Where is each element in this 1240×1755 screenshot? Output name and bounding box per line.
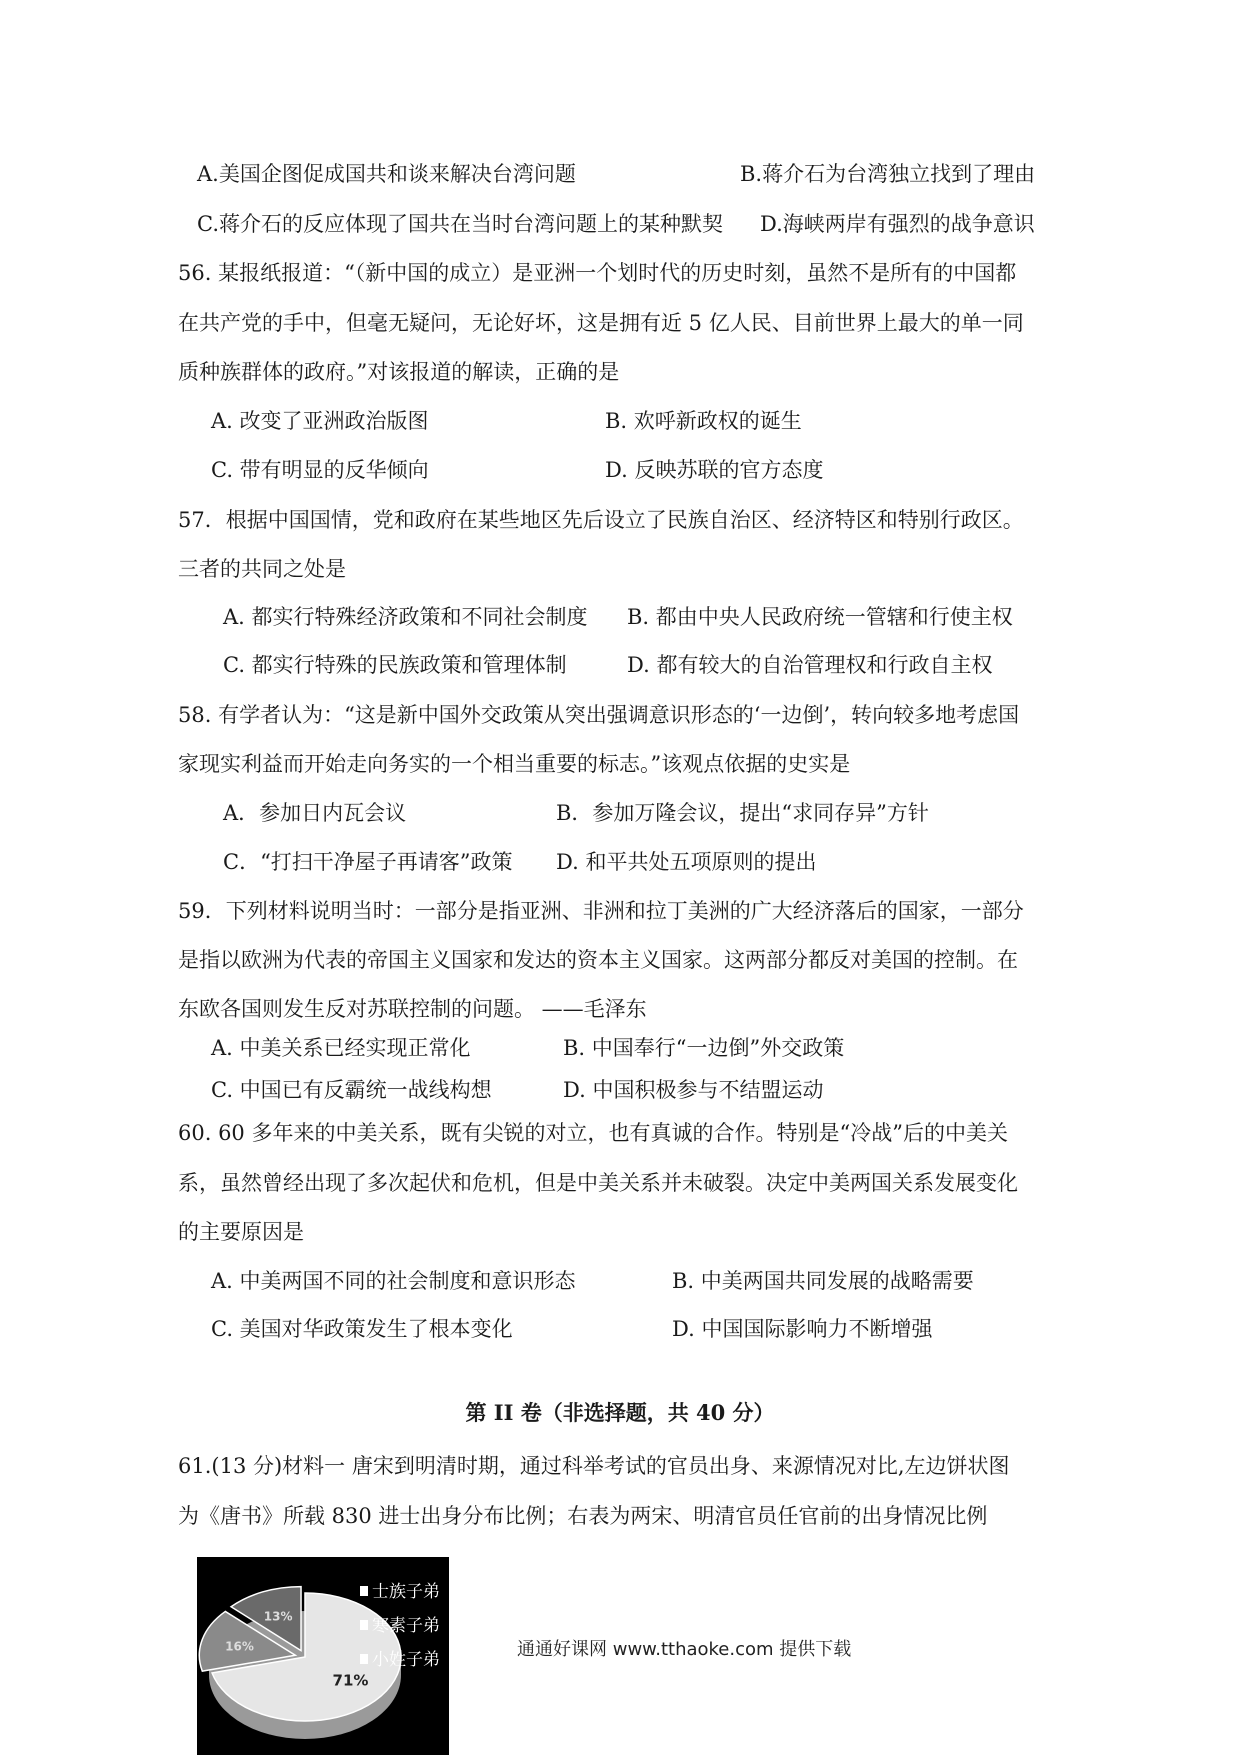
section-title: 第 II 卷（非选择题，共 40 分） — [465, 1400, 775, 1425]
pie-slice-label-1: 71% — [332, 1671, 369, 1690]
q56-option-c: C. 带有明显的反华倾向 — [211, 458, 429, 482]
legend-swatch-3 — [360, 1654, 368, 1664]
q57-stem-line-1: 57．根据中国国情，党和政府在某些地区先后设立了民族自治区、经济特区和特别行政区。 — [178, 508, 1024, 532]
q58-option-d: D. 和平共处五项原则的提出 — [556, 850, 817, 874]
q57-option-a: A. 都实行特殊经济政策和不同社会制度 — [223, 605, 588, 629]
legend-swatch-2 — [360, 1620, 368, 1630]
q58-option-b: B．参加万隆会议，提出“求同存异”方针 — [556, 801, 929, 825]
q59-stem-line-1: 59．下列材料说明当时：一部分是指亚洲、非洲和拉丁美洲的广大经济落后的国家，一部分 — [178, 899, 1024, 923]
q58-stem-line-1: 58. 有学者认为：“这是新中国外交政策从突出强调意识形态的‘一边倒’，转向较多地考虑国 — [178, 703, 1020, 727]
q59-option-d: D. 中国积极参与不结盟运动 — [563, 1078, 824, 1102]
q55-option-b: B.蒋介石为台湾独立找到了理由 — [740, 162, 1036, 186]
q58-option-a: A．参加日内瓦会议 — [223, 801, 407, 825]
q59-option-b: B. 中国奉行“一边倒”外交政策 — [563, 1036, 845, 1060]
legend-label-3: 小姓子弟 — [372, 1650, 440, 1670]
pie-slice-label-3: 13% — [263, 1609, 293, 1624]
q60-stem-line-2: 系，虽然曾经出现了多次起伏和危机，但是中美关系并未破裂。决定中美两国关系发展变化 — [178, 1171, 1018, 1195]
q58-stem-line-2: 家现实利益而开始走向务实的一个相当重要的标志。”该观点依据的史实是 — [178, 752, 851, 776]
q60-stem-line-3: 的主要原因是 — [178, 1220, 304, 1244]
q60-option-b: B. 中美两国共同发展的战略需要 — [672, 1269, 974, 1293]
q57-option-c: C. 都实行特殊的民族政策和管理体制 — [223, 653, 567, 677]
legend-label-1: 士族子弟 — [372, 1582, 440, 1602]
q58-option-c: C．“打扫干净屋子再请客”政策 — [223, 850, 513, 874]
legend-swatch-1 — [360, 1586, 368, 1596]
q56-option-b: B. 欢呼新政权的诞生 — [605, 409, 802, 433]
pie-chart-svg — [197, 1557, 449, 1755]
q55-option-d: D.海峡两岸有强烈的战争意识 — [760, 212, 1035, 236]
pie-slice-label-2: 16% — [225, 1639, 254, 1654]
q57-option-b: B. 都由中央人民政府统一管辖和行使主权 — [627, 605, 1013, 629]
q60-option-d: D. 中国国际影响力不断增强 — [672, 1317, 933, 1341]
pie-chart — [197, 1557, 449, 1755]
q60-option-c: C. 美国对华政策发生了根本变化 — [211, 1317, 513, 1341]
q56-stem-line-1: 56. 某报纸报道：“（新中国的成立）是亚洲一个划时代的历史时刻，虽然不是所有的中国都 — [178, 261, 1017, 285]
legend-label-2: 寒素子弟 — [372, 1616, 440, 1636]
q55-option-a: A.美国企图促成国共和谈来解决台湾问题 — [197, 162, 576, 186]
q55-option-c: C.蒋介石的反应体现了国共在当时台湾问题上的某种默契 — [197, 212, 723, 236]
q56-stem-line-3: 质种族群体的政府。”对该报道的解读，正确的是 — [178, 360, 620, 384]
q56-option-a: A. 改变了亚洲政治版图 — [211, 409, 429, 433]
q60-option-a: A. 中美两国不同的社会制度和意识形态 — [211, 1269, 576, 1293]
q59-stem-line-2: 是指以欧洲为代表的帝国主义国家和发达的资本主义国家。这两部分都反对美国的控制。在 — [178, 948, 1018, 972]
q61-stem-line-1: 61.(13 分)材料一 唐宋到明清时期，通过科举考试的官员出身、来源情况对比,左边饼状图 — [178, 1454, 1010, 1478]
q59-option-c: C. 中国已有反霸统一战线构想 — [211, 1078, 492, 1102]
q59-option-a: A. 中美关系已经实现正常化 — [211, 1036, 471, 1060]
watermark-text: 通通好课网 www.tthaoke.com 提供下载 — [517, 1639, 852, 1660]
q59-stem-line-3: 东欧各国则发生反对苏联控制的问题。 ——毛泽东 — [178, 997, 647, 1021]
q56-option-d: D. 反映苏联的官方态度 — [605, 458, 824, 482]
q57-option-d: D. 都有较大的自治管理权和行政自主权 — [627, 653, 993, 677]
q56-stem-line-2: 在共产党的手中，但毫无疑问，无论好坏，这是拥有近 5 亿人民、目前世界上最大的单一同 — [178, 311, 1024, 335]
q60-stem-line-1: 60. 60 多年来的中美关系，既有尖锐的对立，也有真诚的合作。特别是“冷战”后的中美关 — [178, 1121, 1008, 1145]
q61-stem-line-2: 为《唐书》所载 830 进士出身分布比例；右表为两宋、明清官员任官前的出身情况比例 — [178, 1504, 988, 1528]
q57-stem-line-2: 三者的共同之处是 — [178, 557, 346, 581]
